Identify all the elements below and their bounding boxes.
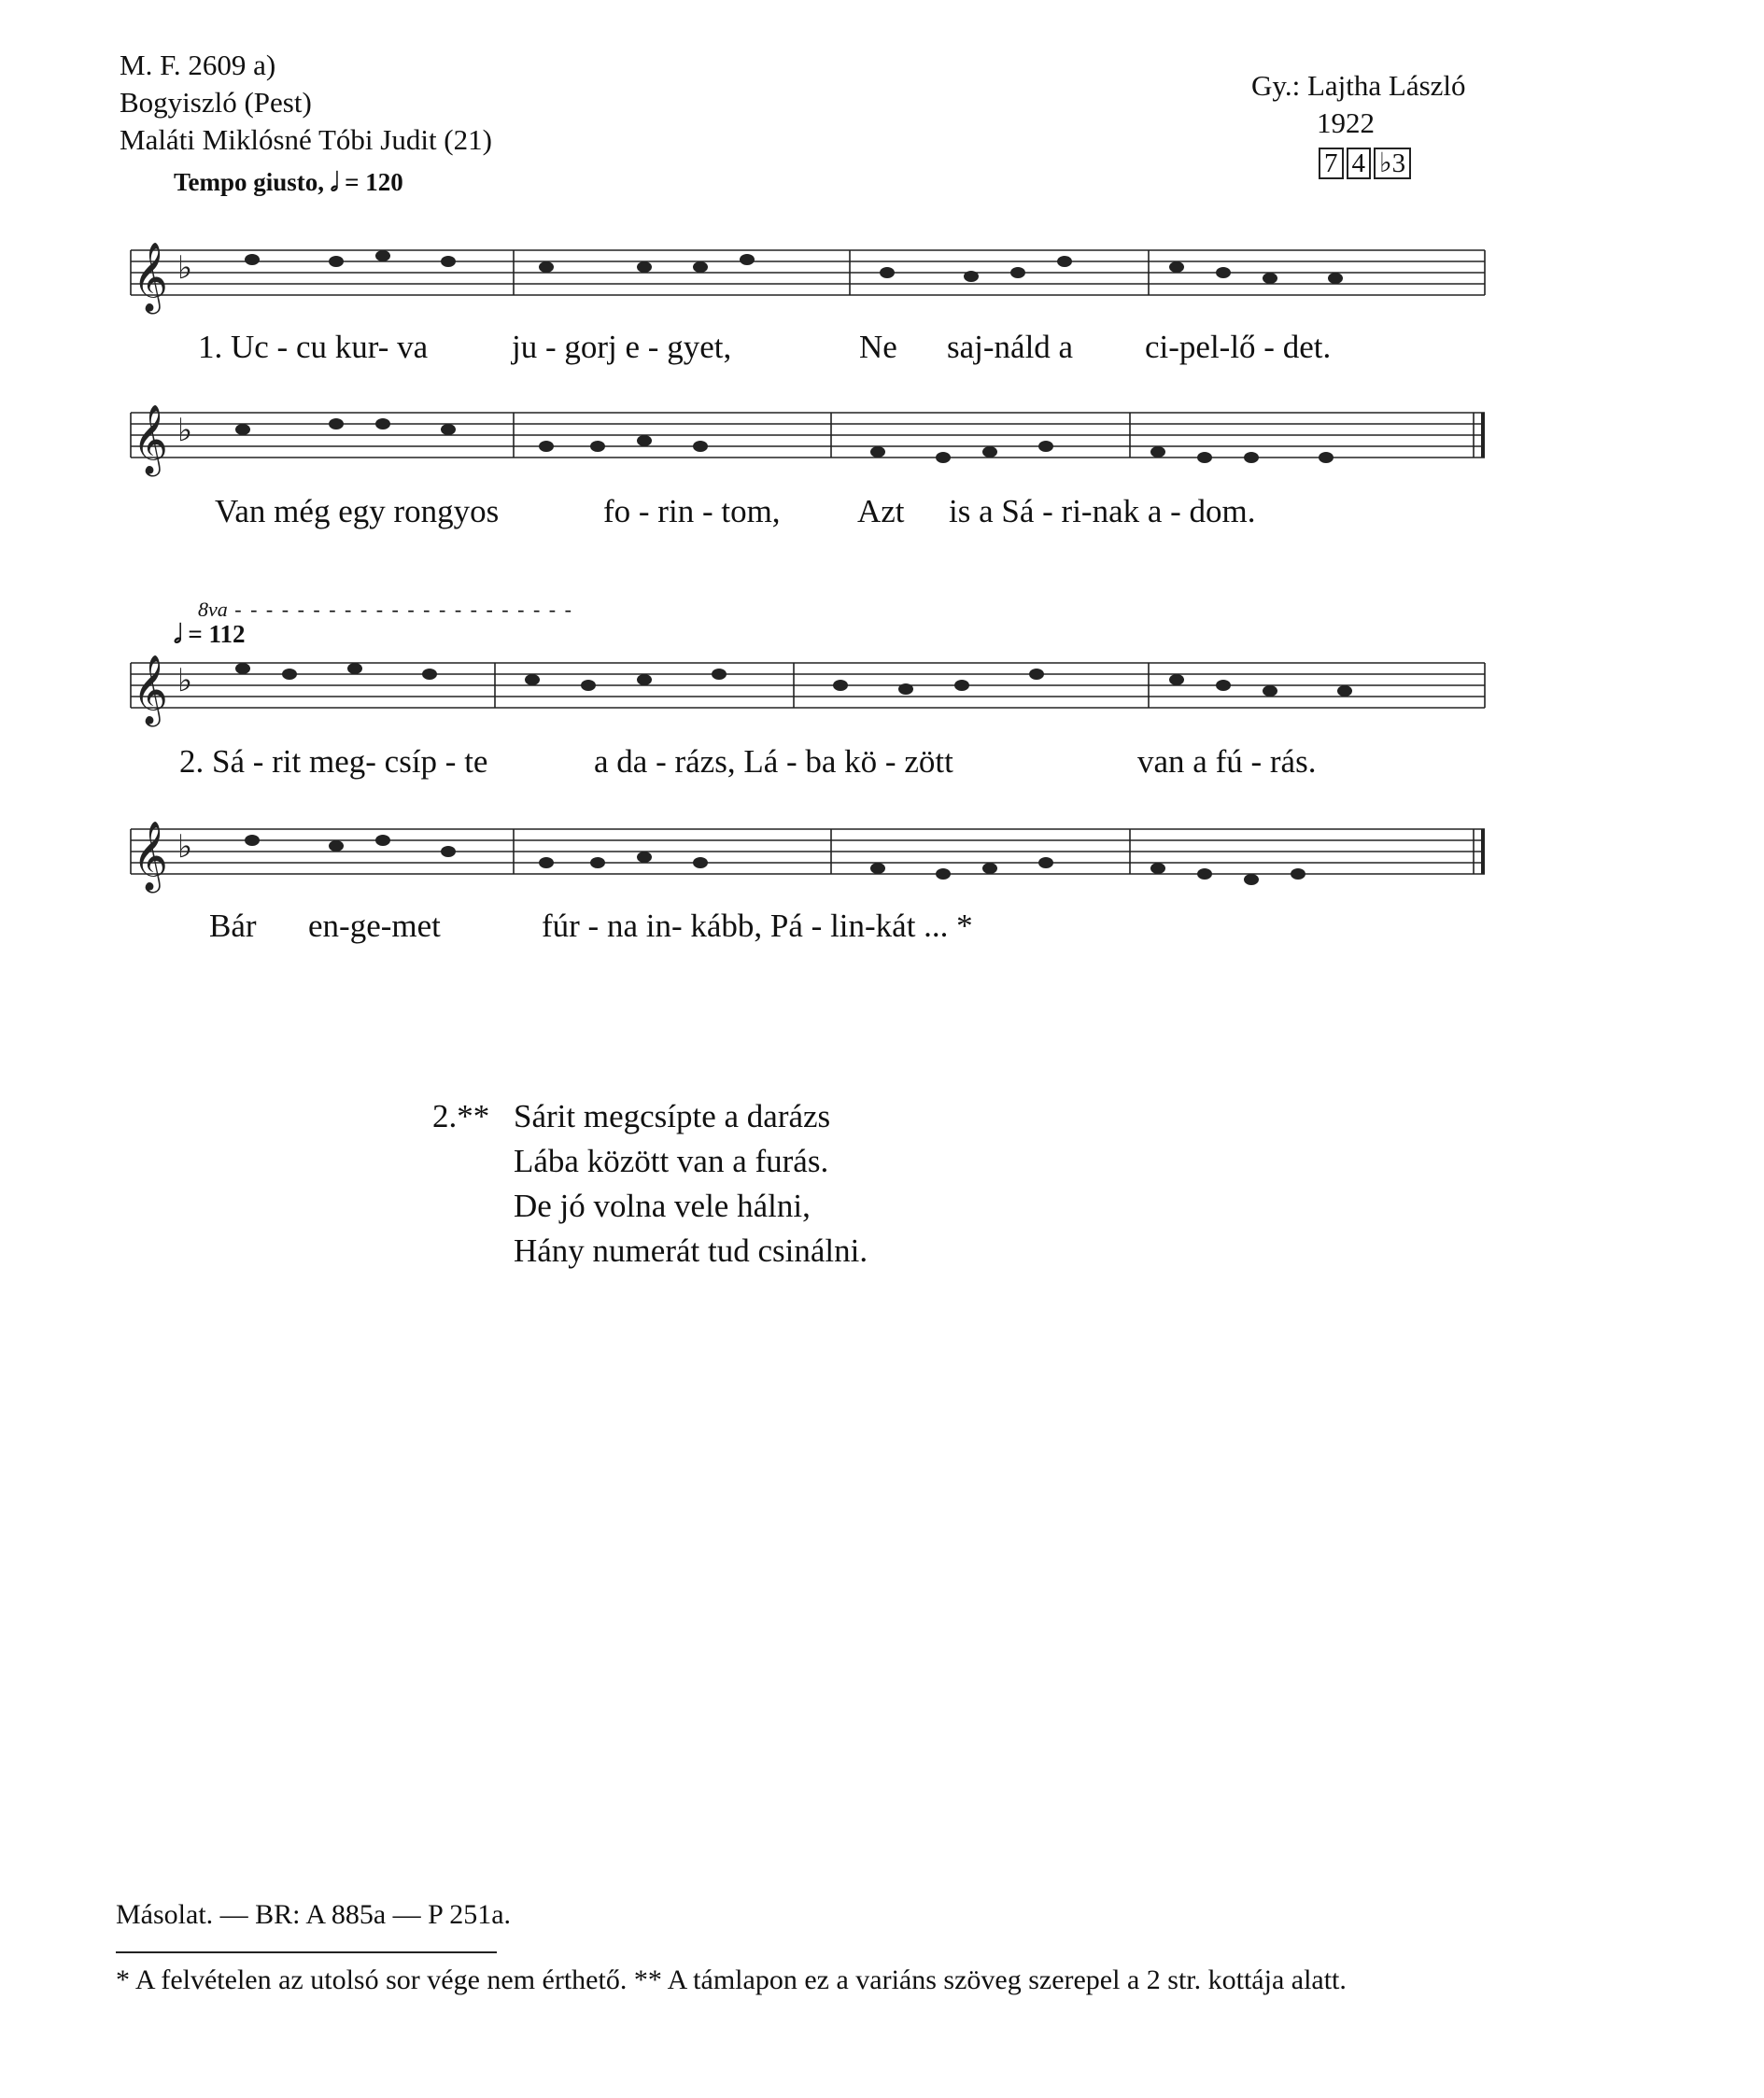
class-code-3: ♭3 bbox=[1374, 148, 1411, 179]
flat-key-icon: ♭ bbox=[177, 830, 193, 865]
tempo-value-1: = 120 bbox=[345, 168, 403, 196]
half-note-icon: 𝅗𝅥 bbox=[330, 168, 339, 196]
strophe-line: Lába között van a furás. bbox=[514, 1143, 829, 1179]
lyric-segment: fúr - na in- kább, Pá - lin-kát ... * bbox=[542, 908, 973, 944]
recording-place: Bogyiszló (Pest) bbox=[120, 86, 312, 119]
lyric-segment: en-ge-met bbox=[308, 908, 441, 944]
performer-name: Maláti Miklósné Tóbi Judit (21) bbox=[120, 123, 492, 156]
treble-clef-icon: 𝄞 bbox=[133, 656, 168, 723]
octave-marking: 8va - - - - - - - - - - - - - - - - - - - - - - bbox=[198, 598, 573, 621]
lyric-segment: a da - rázs, Lá - ba kö - zött bbox=[594, 743, 953, 780]
classification-code bbox=[1319, 145, 1414, 182]
strophe-line: De jó volna vele hálni, bbox=[514, 1188, 811, 1224]
collector: Gy.: Lajtha László bbox=[1251, 69, 1466, 102]
lyric-segment: ju - gorj e - gyet, bbox=[512, 329, 732, 365]
lyric-segment: 2. Sá - rit meg- csíp - te bbox=[179, 743, 488, 780]
lyric-segment: fo - rin - tom, bbox=[603, 493, 781, 529]
octave-label: 8va bbox=[198, 598, 228, 621]
strophe-line: Hány numerát tud csinálni. bbox=[514, 1232, 868, 1269]
collection-year: 1922 bbox=[1317, 106, 1375, 139]
music-staff-1 bbox=[121, 222, 1494, 325]
lyrics-line-1 bbox=[0, 329, 1764, 375]
tempo-marking-1 bbox=[174, 168, 403, 198]
lyrics-line-4 bbox=[0, 908, 1764, 954]
music-staff-2 bbox=[121, 385, 1494, 487]
tempo-label: Tempo giusto, bbox=[174, 168, 325, 196]
lyric-segment: is a Sá - ri-nak a - dom. bbox=[949, 493, 1256, 529]
flat-key-icon: ♭ bbox=[177, 251, 193, 286]
copy-note: Másolat. — BR: A 885a — P 251a. bbox=[116, 1899, 512, 1930]
catalog-number: M. F. 2609 a) bbox=[120, 49, 276, 81]
treble-clef-icon: 𝄞 bbox=[133, 244, 168, 310]
half-note-icon: 𝅗𝅥 bbox=[174, 620, 182, 648]
strophe-number: 2.** bbox=[432, 1098, 490, 1134]
footnote-text: * A felvételen az utolsó sor vége nem érthető. ** A támlapon ez a variáns szöveg szerepel a 2 str. kottája alatt. bbox=[116, 1964, 1347, 1995]
music-staff-3 bbox=[121, 635, 1494, 738]
lyric-segment: van a fú - rás. bbox=[1137, 743, 1317, 780]
lyric-segment: ci-pel-lő - det. bbox=[1145, 329, 1332, 365]
footnote-divider bbox=[116, 1951, 497, 1953]
flat-key-icon: ♭ bbox=[177, 414, 193, 448]
class-code-2: 4 bbox=[1347, 148, 1372, 179]
lyric-segment: Ne bbox=[859, 329, 897, 365]
lyric-segment: saj-náld a bbox=[947, 329, 1074, 365]
lyric-segment: Van még egy rongyos bbox=[215, 493, 500, 529]
tempo-value-2: = 112 bbox=[188, 620, 246, 648]
music-staff-4 bbox=[121, 801, 1494, 904]
lyrics-line-2 bbox=[0, 493, 1764, 540]
variant-strophe bbox=[514, 1094, 868, 1274]
treble-clef-icon: 𝄞 bbox=[133, 406, 168, 472]
flat-key-icon: ♭ bbox=[177, 664, 193, 698]
strophe-line: Sárit megcsípte a darázs bbox=[514, 1098, 831, 1134]
lyric-segment: 1. Uc - cu kur- va bbox=[198, 329, 429, 365]
treble-clef-icon: 𝄞 bbox=[133, 823, 168, 889]
lyric-segment: Bár bbox=[209, 908, 257, 944]
lyrics-line-3 bbox=[0, 743, 1764, 790]
lyric-segment: Azt bbox=[857, 493, 905, 529]
class-code-1: 7 bbox=[1319, 148, 1344, 179]
